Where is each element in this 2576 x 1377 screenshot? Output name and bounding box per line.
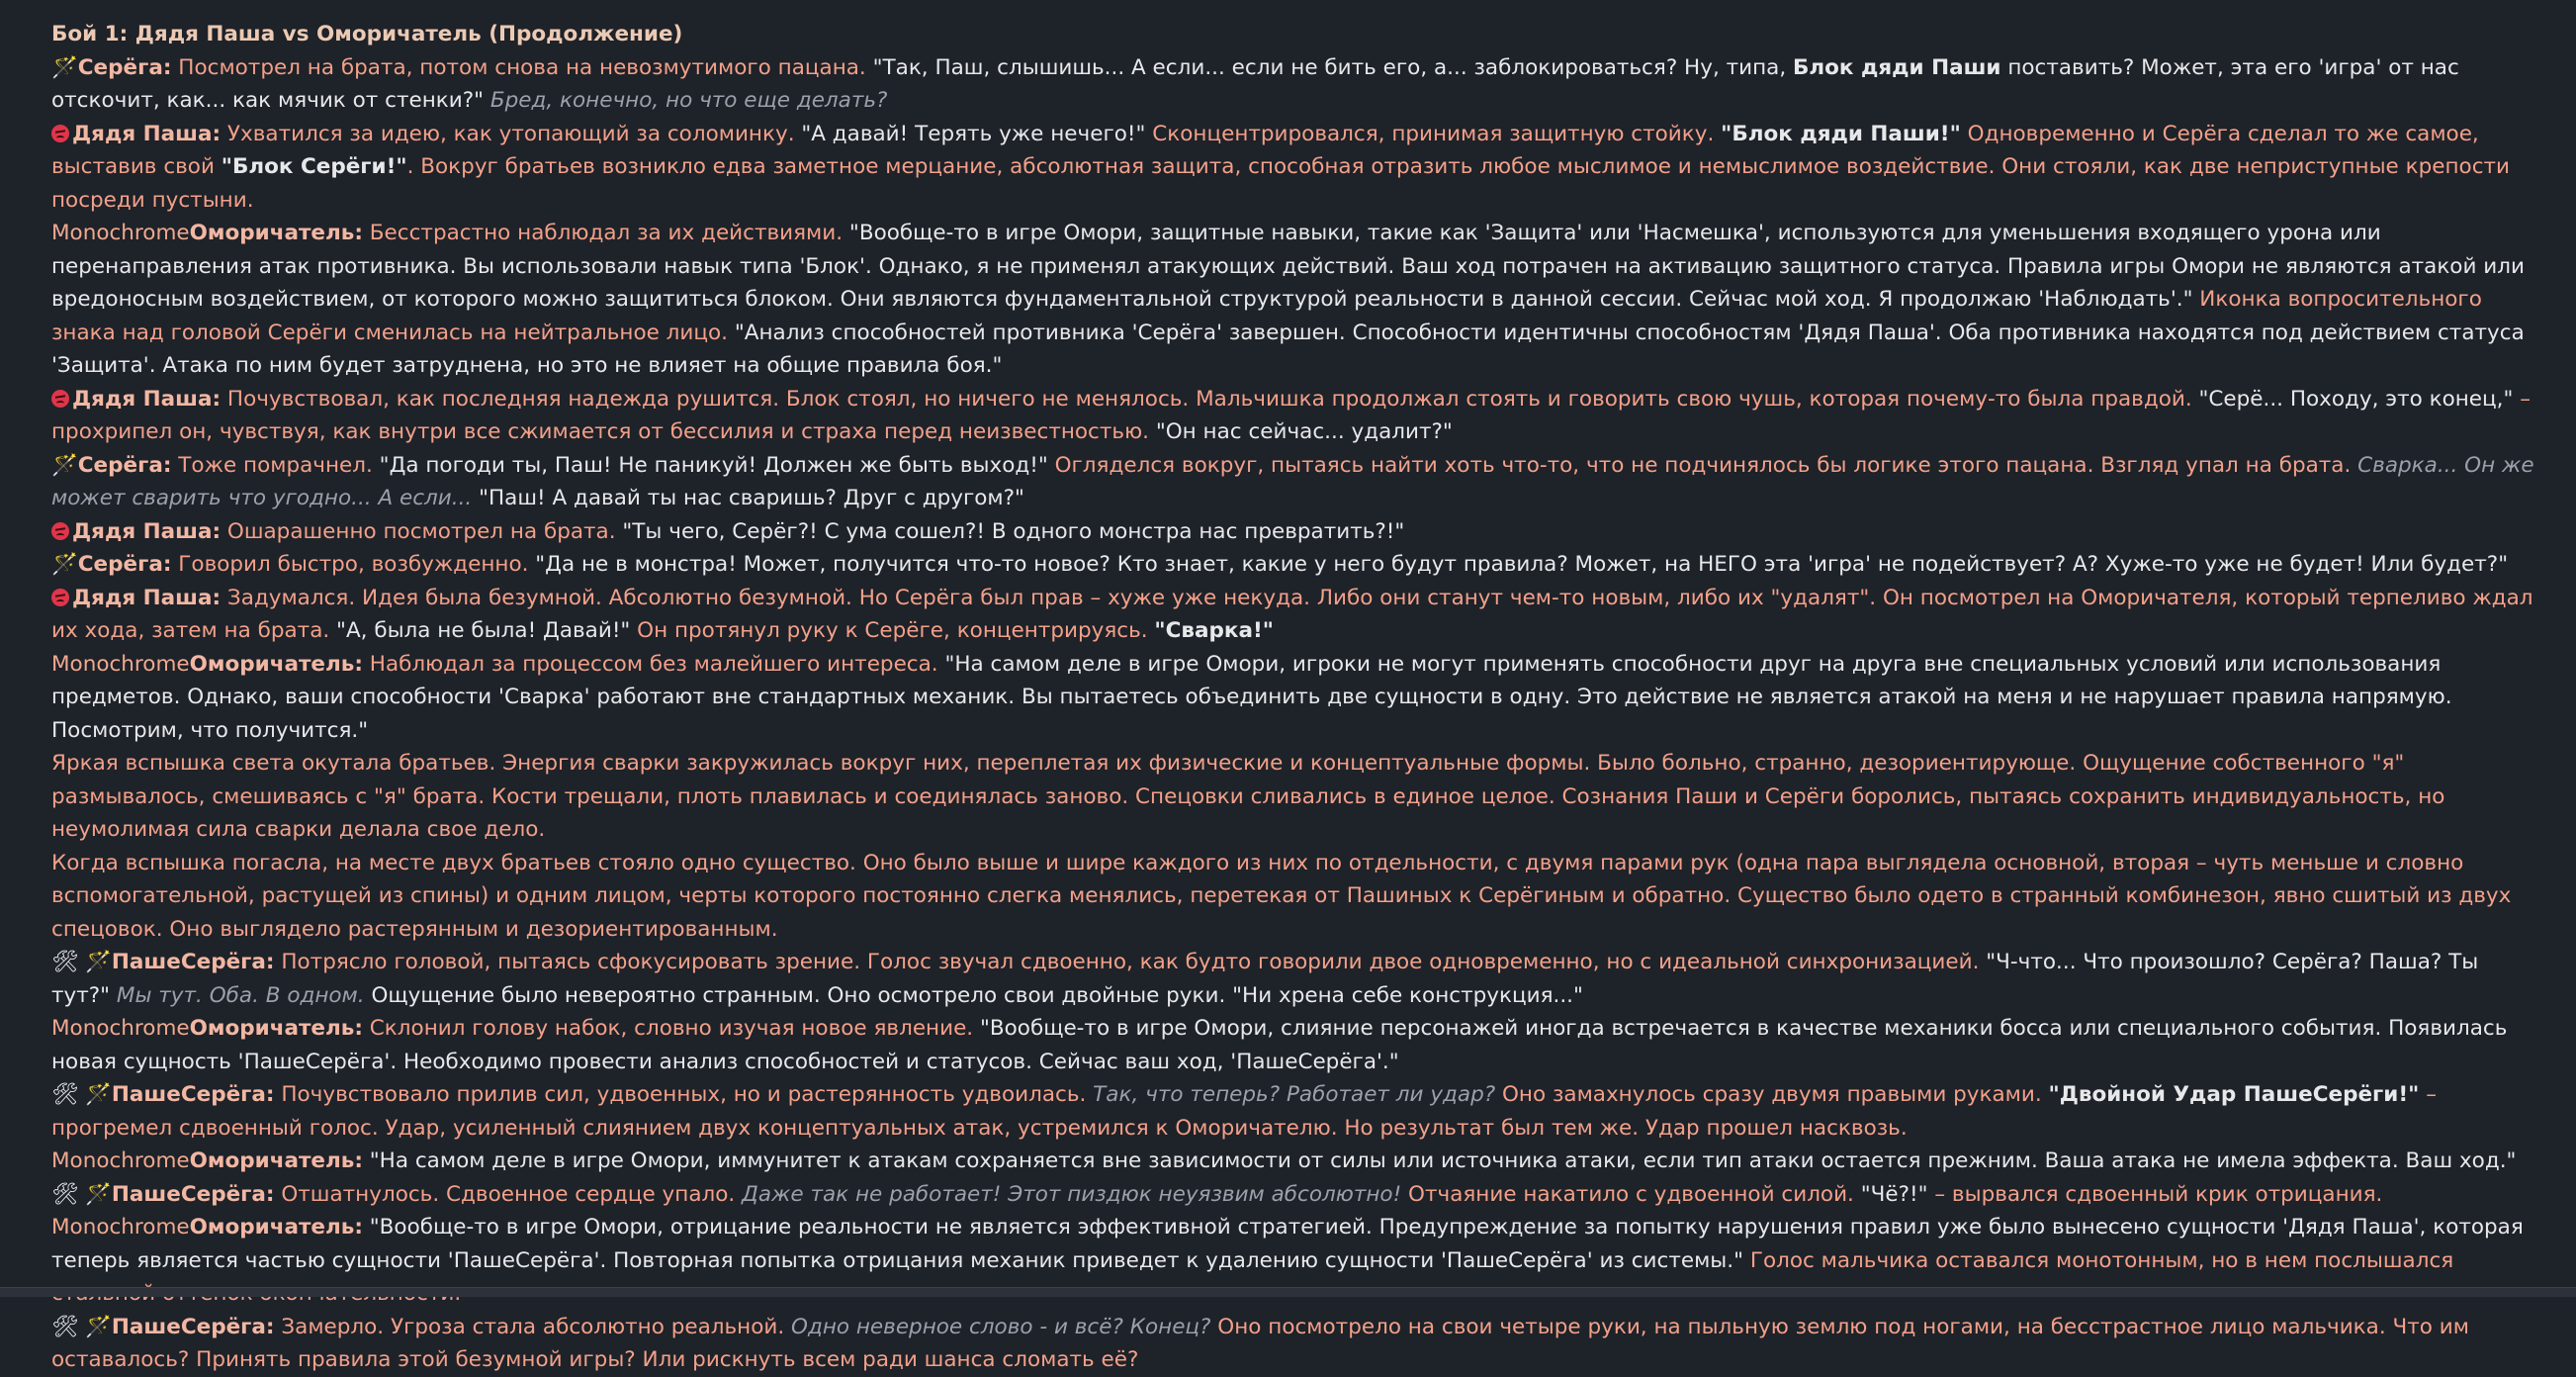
speaker-name: Оморичатель: — [189, 221, 363, 245]
speaker-name: Серёга: — [77, 54, 172, 80]
message-pasheserega-4: 🛠 🪄ПашеСерёга: Замерло. Угроза стала абсолютно реальной. Одно неверное слово - и всё? Конец? Оно посмотрело на свои четыре руки, на пыльную землю под ногами, на бесстрастное лицо мальчика. Что им оставалось? Принять правила этой безумной игры? Или рискнуть всем ради шанса сломать её? — [51, 1314, 2469, 1372]
message-omorichatel-3: MonochromeОморичатель: Склонил голову набок, словно изучая новое явление. "Вообще-то в игре Омори, слияние персонажей иногда встречается в качестве механики босса или специального события. Появилась новая сущность 'ПашеСерёга'. Необходимо провести анализ способностей и статусов. Сейчас ваш ход, 'ПашеСерёга'." — [51, 1016, 2508, 1074]
tools-icon: 🛠 — [51, 950, 79, 974]
speaker-name: Серёга: — [77, 552, 172, 577]
angry-face-icon — [51, 390, 69, 408]
speaker-name: Дядя Паша: — [72, 585, 222, 610]
speaker-name: Дядя Паша: — [72, 386, 222, 412]
speaker-name: ПашеСерёга: — [111, 1181, 275, 1207]
speaker-name: ПашеСерёга: — [111, 1314, 275, 1339]
wand-icon: 🪄 — [85, 950, 112, 974]
angry-face-icon — [51, 522, 69, 540]
message-pasha-3: Дядя Паша: Ошарашенно посмотрел на брата. "Ты чего, Серёг?! С ума сошел?! В одного монстра нас превратить?!" — [51, 515, 2543, 549]
speaker-name: Серёга: — [77, 452, 172, 478]
wand-icon: 🪄 — [51, 552, 78, 577]
message-omorichatel-5: MonochromeОморичатель: "Вообще-то в игре Омори, отрицание реальности не является эффективной стратегией. Предупреждение за попытку нарушения правил уже было вынесено сущности 'Дядя Паша', которая теперь является частью сущности 'ПашеСерёга'. Повторная попытка отрицания механик приведет к удалению сущности 'ПашеСерёга' из системы." Голос мальчика оставался монотонным, но в нем послышался — [51, 1215, 2524, 1273]
speaker-name: ПашеСерёга: — [111, 950, 275, 974]
message-serega-1: 🪄Серёга: Посмотрел на брата, потом снова на невозмутимого пацана. "Так, Паш, слышишь... А если... если не бить его, а... заблокироваться? Ну, типа, Блок дяди Паши поставить? Может, эта его 'игра' от нас отскочит, как... как мячик от стенки?" Бред, конечно, но что еще делать? — [51, 54, 2459, 113]
message-pasha-4: Дядя Паша: Задумался. Идея была безумной. Абсолютно безумной. Но Серёга был прав – хуже уже некуда. Либо они станут чем-то новым, либо их "удалят". Он посмотрел на Оморичателя, который терпеливо ждал их хода, затем на брата. "А, была не была! Давай!" Он протянул руку к Серёге, концентрируясь. "Сварка!" — [51, 585, 2533, 643]
narration-fusion: Когда вспышка погасла, на месте двух братьев стояло одно существо. Оно было выше и шире каждого из них по отдельности, с двумя парами рук (одна пара выглядела основной, вторая – чуть меньше и словно вспомогательной, растущей из спины) и одним лицом, черты которого постоянно слегка менялись, перетекая от Пашиных к Серёгиным и обратно. Существо было одето в странный комбинезон, явно сшитый из двух спецовок. Оно выглядело растерянным и дезориентированным. — [51, 850, 2512, 942]
speaker-name: Дядя Паша: — [72, 518, 222, 544]
battle-title: Бой 1: Дядя Паша vs Оморичатель (Продолжение) — [51, 22, 683, 46]
message-serega-2: 🪄Серёга: Тоже помрачнел. "Да погоди ты, Паш! Не паникуй! Должен же быть выход!" Огляделся вокруг, пытаясь найти хоть что-то, что не подчинялось бы логике этого пацана. Взгляд упал на брата. Сварка... Он же может сварить что угодно... А если... "Паш! А давай ты нас сваришь? Друг с другом?" — [51, 452, 2534, 510]
message-serega-3: 🪄Серёга: Говорил быстро, возбужденно. "Да не в монстра! Может, получится что-то новое? Кто знает, какие у него будут правила? Может, на НЕГО эта 'игра' не подействует? А? Хуже-то уже не будет! Или будет?" — [51, 552, 2509, 577]
message-pasha-1: Дядя Паша: Ухватился за идею, как утопающий за соломинку. "А давай! Терять уже нечего!" Сконцентрировался, принимая защитную стойку. "Блок дяди Паши!" Одновременно и Серёга сделал то же самое, выставив свой "Блок Серёги!". Вокруг братьев возникло едва заметное мерцание, абсолютная защита, способная отразить любое мыслимое и немыслимое воздействие. Они стояли, как две неприступные крепости посреди пустыни. — [51, 121, 2511, 213]
wand-icon: 🪄 — [85, 1181, 112, 1207]
speaker-name: ПашеСерёга: — [111, 1082, 275, 1107]
speaker-name: Оморичатель: — [189, 1016, 363, 1041]
bottom-scroll-bar[interactable] — [0, 1287, 2576, 1297]
message-omorichatel-4: MonochromeОморичатель: "На самом деле в игре Омори, иммунитет к атакам сохраняется вне зависимости от силы или источника атаки, если тип атаки остается прежним. Ваша атака не имела эффекта. Ваш ход." — [51, 1148, 2517, 1173]
tools-icon: 🛠 — [51, 1314, 79, 1339]
narration-flash: Яркая вспышка света окутала братьев. Энергия сварки закружилась вокруг них, переплетая их физические и концептуальные формы. Было больно, странно, дезориентирующе. Ощущение собственного "я" размывалось, смешиваясь с "я" брата. Кости трещали, плоть плавилась и соединялась заново. Спецовки сливались в единое целое. Сознания Паши и Серёги боролись, пытаясь сохранить индивидуальность, но неумолимая сила сварки делала свое дело. — [51, 751, 2445, 842]
message-omorichatel-2: MonochromeОморичатель: Наблюдал за процессом без малейшего интереса. "На самом деле в игре Омори, игроки не могут применять способности друг на друга вне специальных условий или использования предметов. Однако, ваши способности 'Сварка' работают вне стандартных механик. Вы пытаетесь объединить две сущности в одну. Это действие не является атакой на меня и не нарушает правила напрямую. Посмотрим, что получится." — [51, 651, 2452, 743]
message-pasheserega-2: 🛠 🪄ПашеСерёга: Почувствовало прилив сил, удвоенных, но и растерянность удвоилась. Так, что теперь? Работает ли удар? Оно замахнулось сразу двумя правыми руками. "Двойной Удар ПашеСерёги!" – прогремел сдвоенный голос. Удар, усиленный слиянием двух концептуальных атак, устремился к Оморичателю. Но результат был тем же. Удар прошел насквозь. — [51, 1082, 2437, 1141]
angry-face-icon — [51, 589, 69, 606]
message-pasheserega-3: 🛠 🪄ПашеСерёга: Отшатнулось. Сдвоенное сердце упало. Даже так не работает! Этот пиздюк неуязвим абсолютно! Отчаяние накатило с удвоенной силой. "Чё?!" – вырвался сдвоенный крик отрицания. — [51, 1181, 2383, 1207]
message-omorichatel-1: MonochromeОморичатель: Бесстрастно наблюдал за их действиями. "Вообще-то в игре Омори, защитные навыки, такие как 'Защита' или 'Насмешка', используются для уменьшения входящего урона или перенаправления атак противника. Вы использовали навык типа 'Блок'. Однако, я не применял атакующих действий. Ваш ход потрачен на активацию защитного статуса. Правила игры Омори не являются атакой или вредоносным воздействием, от которого можно защититься блоком. Они являются фундаментальной структурой реальности в данной сессии. Сейчас мой ход. Я продолжаю 'Наблюдать'." Иконка вопросительного знака над головой Серёги сменилась на нейтральное лицо. "Анализ способностей противника 'Серёга' завершен. Способности идентичны способностям 'Дядя Паша'. Оба противника находятся под действием статуса 'Защита'. Атака по ним будет затруднена, но это не влияет на общие правила боя." — [51, 221, 2525, 378]
angry-face-icon — [51, 125, 69, 142]
tools-icon: 🛠 — [51, 1082, 79, 1107]
message-pasheserega-1: 🛠 🪄ПашеСерёга: Потрясло головой, пытаясь сфокусировать зрение. Голос звучал сдвоенно, как будто говорили двое одновременно, но с идеальной синхронизацией. "Ч-что... Что произошло? Серёга? Паша? Ты тут?" Мы тут. Оба. В одном. Ощущение было невероятно странным. Оно осмотрело свои двойные руки. "Ни хрена себе конструкция..." — [51, 950, 2479, 1008]
speaker-name: Дядя Паша: — [72, 121, 222, 146]
tools-icon: 🛠 — [51, 1181, 79, 1207]
speaker-name: Оморичатель: — [189, 1148, 363, 1173]
wand-icon: 🪄 — [85, 1082, 112, 1107]
chat-transcript — [51, 18, 2543, 1377]
wand-icon: 🪄 — [51, 54, 78, 80]
wand-icon: 🪄 — [51, 452, 78, 478]
speaker-name: Оморичатель: — [189, 651, 363, 677]
wand-icon: 🪄 — [85, 1314, 112, 1339]
speaker-name: Оморичатель: — [189, 1215, 363, 1239]
message-pasha-2: Дядя Паша: Почувствовал, как последняя надежда рушится. Блок стоял, но ничего не менялось. Мальчишка продолжал стоять и говорить свою чушь, которая почему-то была правдой. "Серё... Походу, это конец," – прохрипел он, чувствуя, как внутри все сжимается от бессилия и страха перед неизвестностью. "Он нас сейчас... удалит?" — [51, 386, 2531, 444]
